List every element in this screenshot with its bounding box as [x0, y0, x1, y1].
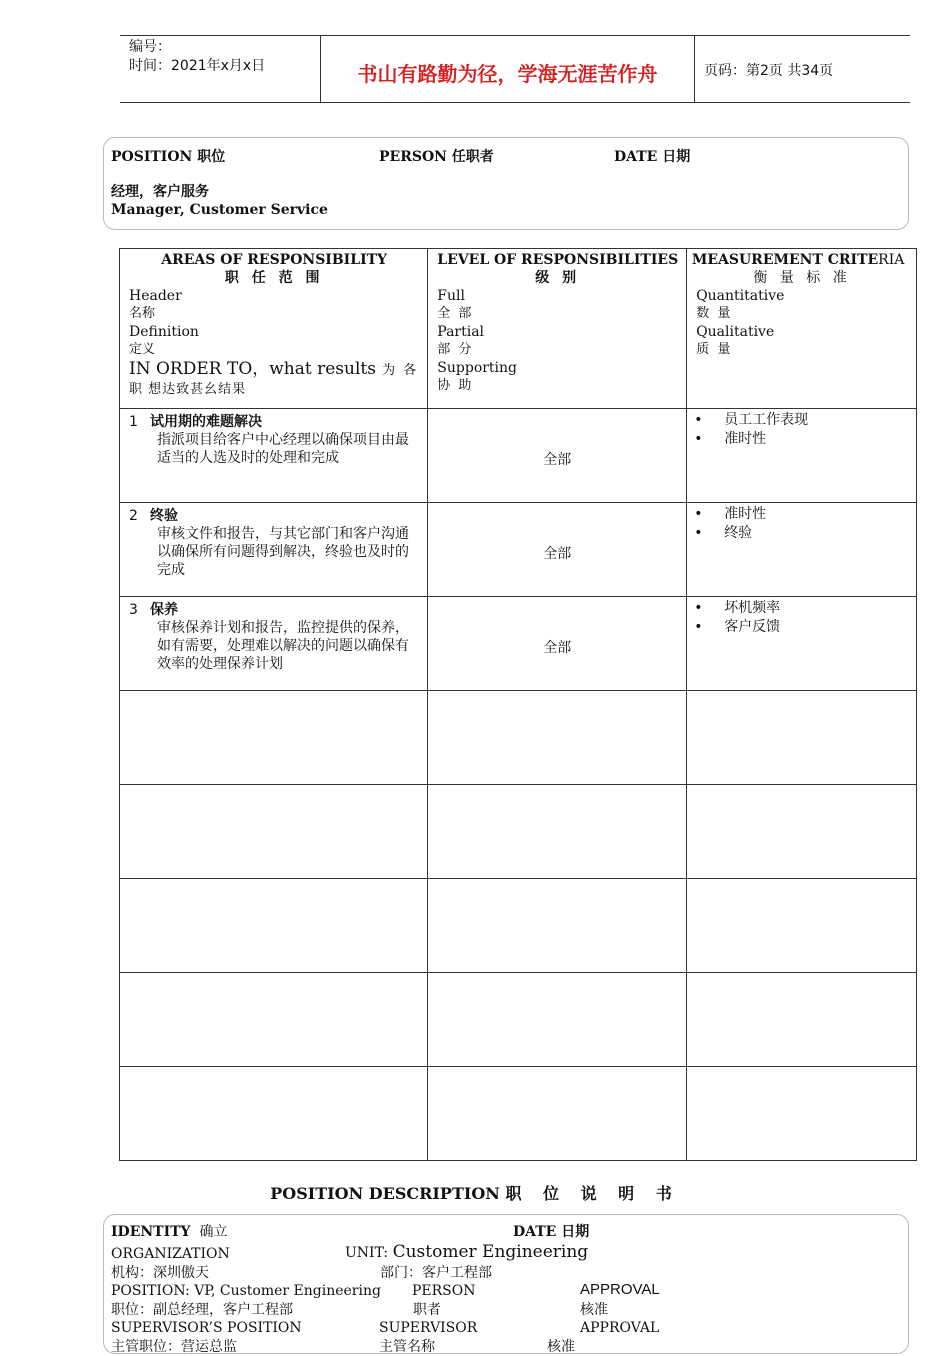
position-label: POSITION 职位 [111, 149, 226, 165]
identity-approval: APPROVAL [580, 1281, 660, 1298]
empty-cell [687, 973, 917, 1067]
empty-cell [687, 691, 917, 785]
identity-label-cn: 确立 [199, 1224, 228, 1240]
table-row [120, 409, 917, 503]
measure-item: • 终验 [694, 524, 916, 543]
responsibility-table [119, 248, 917, 1161]
partial-label: Partial [437, 324, 485, 340]
row-number: 1 [129, 414, 138, 430]
document-header [120, 35, 910, 103]
position-title-cn: 经理，客户服务 [111, 184, 209, 200]
row-number: 3 [129, 602, 138, 618]
position-title-en: Manager, Customer Service [111, 202, 328, 218]
unit-value: Customer Engineering [392, 1242, 589, 1262]
empty-row [120, 1067, 917, 1161]
empty-cell [687, 1067, 917, 1161]
qualitative-label-cn: 质 量 [696, 342, 733, 357]
organization-label: ORGANIZATION [111, 1246, 230, 1262]
measurement-title-rest: RIA [878, 252, 905, 268]
measure-cell [687, 597, 917, 691]
definition-label: Definition [129, 324, 199, 340]
empty-cell [428, 879, 687, 973]
row-title: 试用期的难题解决 [150, 414, 262, 430]
code-label: 编号： [129, 39, 171, 55]
pd-title-en: POSITION DESCRIPTION [270, 1184, 500, 1203]
full-label: Full [437, 288, 465, 304]
empty-cell [428, 691, 687, 785]
level-cell: 全部 [428, 409, 687, 503]
empty-cell [120, 1067, 428, 1161]
in-order-to-line [129, 359, 419, 381]
page-number: 页码：第2页 共34页 [704, 63, 834, 79]
row-description: 指派项目给客户中心经理以确保项目由最适当的人选及时的处理和完成 [157, 432, 409, 466]
empty-row [120, 879, 917, 973]
identity-label: IDENTITY [111, 1224, 191, 1240]
identity-box [103, 1214, 909, 1354]
level-header [428, 249, 687, 409]
area-cell [120, 409, 428, 503]
supervisor-label: SUPERVISOR [379, 1320, 478, 1336]
measure-cell [687, 409, 917, 503]
measurement-title-bold: MEASUREMENT CRITE [691, 252, 879, 268]
level-cell: 全部 [428, 597, 687, 691]
measure-item: • 客户反馈 [694, 618, 916, 637]
areas-title: AREAS OF RESPONSIBILITY [161, 252, 388, 268]
definition-label-cn: 定义 [129, 342, 156, 357]
results-cn: 职 想达致甚幺结果 [129, 382, 247, 397]
identity-date-label: DATE 日期 [513, 1224, 590, 1240]
area-cell [120, 597, 428, 691]
organization-cn: 机构：深圳傲天 [111, 1265, 209, 1281]
row-description: 审核保养计划和报告，监控提供的保养，如有需要，处理难以解决的问题以确保有效率的处理保养计划 [157, 620, 409, 672]
row-title: 终验 [150, 508, 178, 524]
identity-approval-cn: 核准 [580, 1302, 608, 1318]
empty-cell [428, 785, 687, 879]
empty-cell [687, 879, 917, 973]
identity-label-line [111, 1223, 227, 1241]
supporting-label-cn: 协 助 [437, 378, 474, 393]
pd-title-cn: 职 位 说 明 书 [505, 1184, 680, 1203]
empty-cell [428, 973, 687, 1067]
header-slogan: 书山有路勤为径，学海无涯苦作舟 [321, 36, 695, 102]
supervisor-position: SUPERVISOR’S POSITION [111, 1320, 302, 1336]
measurement-header [687, 249, 917, 409]
table-row [120, 597, 917, 691]
identity-position-cn: 职位：副总经理，客户工程部 [111, 1302, 293, 1318]
identity-person-cn: 职者 [413, 1302, 441, 1318]
level-title: LEVEL OF RESPONSIBILITIES [437, 252, 679, 268]
partial-label-cn: 部 分 [437, 342, 474, 357]
header-label: Header [129, 288, 182, 304]
header-label-cn: 名称 [129, 306, 156, 321]
in-order-to-cn: 为 各 [375, 363, 419, 378]
area-title [120, 597, 427, 619]
table-header-row [120, 249, 917, 409]
measurement-title [688, 251, 908, 269]
quantitative-label: Quantitative [696, 288, 785, 304]
area-cell [120, 503, 428, 597]
empty-row [120, 973, 917, 1067]
unit-label: UNIT: [345, 1245, 389, 1261]
supervisor-position-cn: 主管职位：营运总监 [111, 1339, 237, 1355]
unit-line [345, 1243, 588, 1262]
table-row [120, 503, 917, 597]
empty-row [120, 785, 917, 879]
full-label-cn: 全 部 [437, 306, 474, 321]
empty-row [120, 691, 917, 785]
identity-position: POSITION: VP, Customer Engineering [111, 1283, 381, 1299]
level-title-cn: 级 别 [535, 270, 581, 286]
area-title [120, 409, 427, 431]
measurement-title-cn: 衡 量 标 准 [753, 270, 851, 286]
empty-cell [428, 1067, 687, 1161]
supervisor-label-cn: 主管名称 [379, 1339, 435, 1355]
empty-cell [120, 691, 428, 785]
row-number: 2 [129, 508, 138, 524]
supporting-label: Supporting [437, 360, 518, 376]
empty-cell [120, 785, 428, 879]
measure-item: • 坏机频率 [694, 599, 916, 618]
empty-cell [120, 973, 428, 1067]
person-label: PERSON 任职者 [379, 149, 494, 165]
empty-cell [687, 785, 917, 879]
date-label: 时间：2021年x月x日 [129, 58, 266, 74]
position-description-title [0, 1181, 950, 1204]
date-field-label: DATE 日期 [614, 149, 691, 165]
supervisor-approval-cn: 核准 [547, 1339, 575, 1355]
measure-item: • 员工工作表现 [694, 411, 916, 430]
measure-item: • 准时性 [694, 505, 916, 524]
in-order-to-en: IN ORDER TO，what results [129, 359, 376, 379]
area-title [120, 503, 427, 525]
row-title: 保养 [150, 602, 178, 618]
empty-cell [120, 879, 428, 973]
quantitative-label-cn: 数 量 [696, 306, 733, 321]
unit-cn: 部门：客户工程部 [380, 1265, 492, 1281]
areas-header [120, 249, 428, 409]
measure-item: • 准时性 [694, 430, 916, 449]
position-box [103, 137, 909, 230]
header-meta [120, 36, 321, 102]
qualitative-label: Qualitative [696, 324, 775, 340]
measure-cell [687, 503, 917, 597]
level-cell: 全部 [428, 503, 687, 597]
supervisor-approval: APPROVAL [580, 1320, 660, 1336]
areas-title-cn: 职 任 范 围 [224, 270, 324, 286]
row-description: 审核文件和报告，与其它部门和客户沟通以确保所有问题得到解决，终验也及时的完成 [157, 526, 409, 578]
identity-person: PERSON [412, 1283, 476, 1299]
